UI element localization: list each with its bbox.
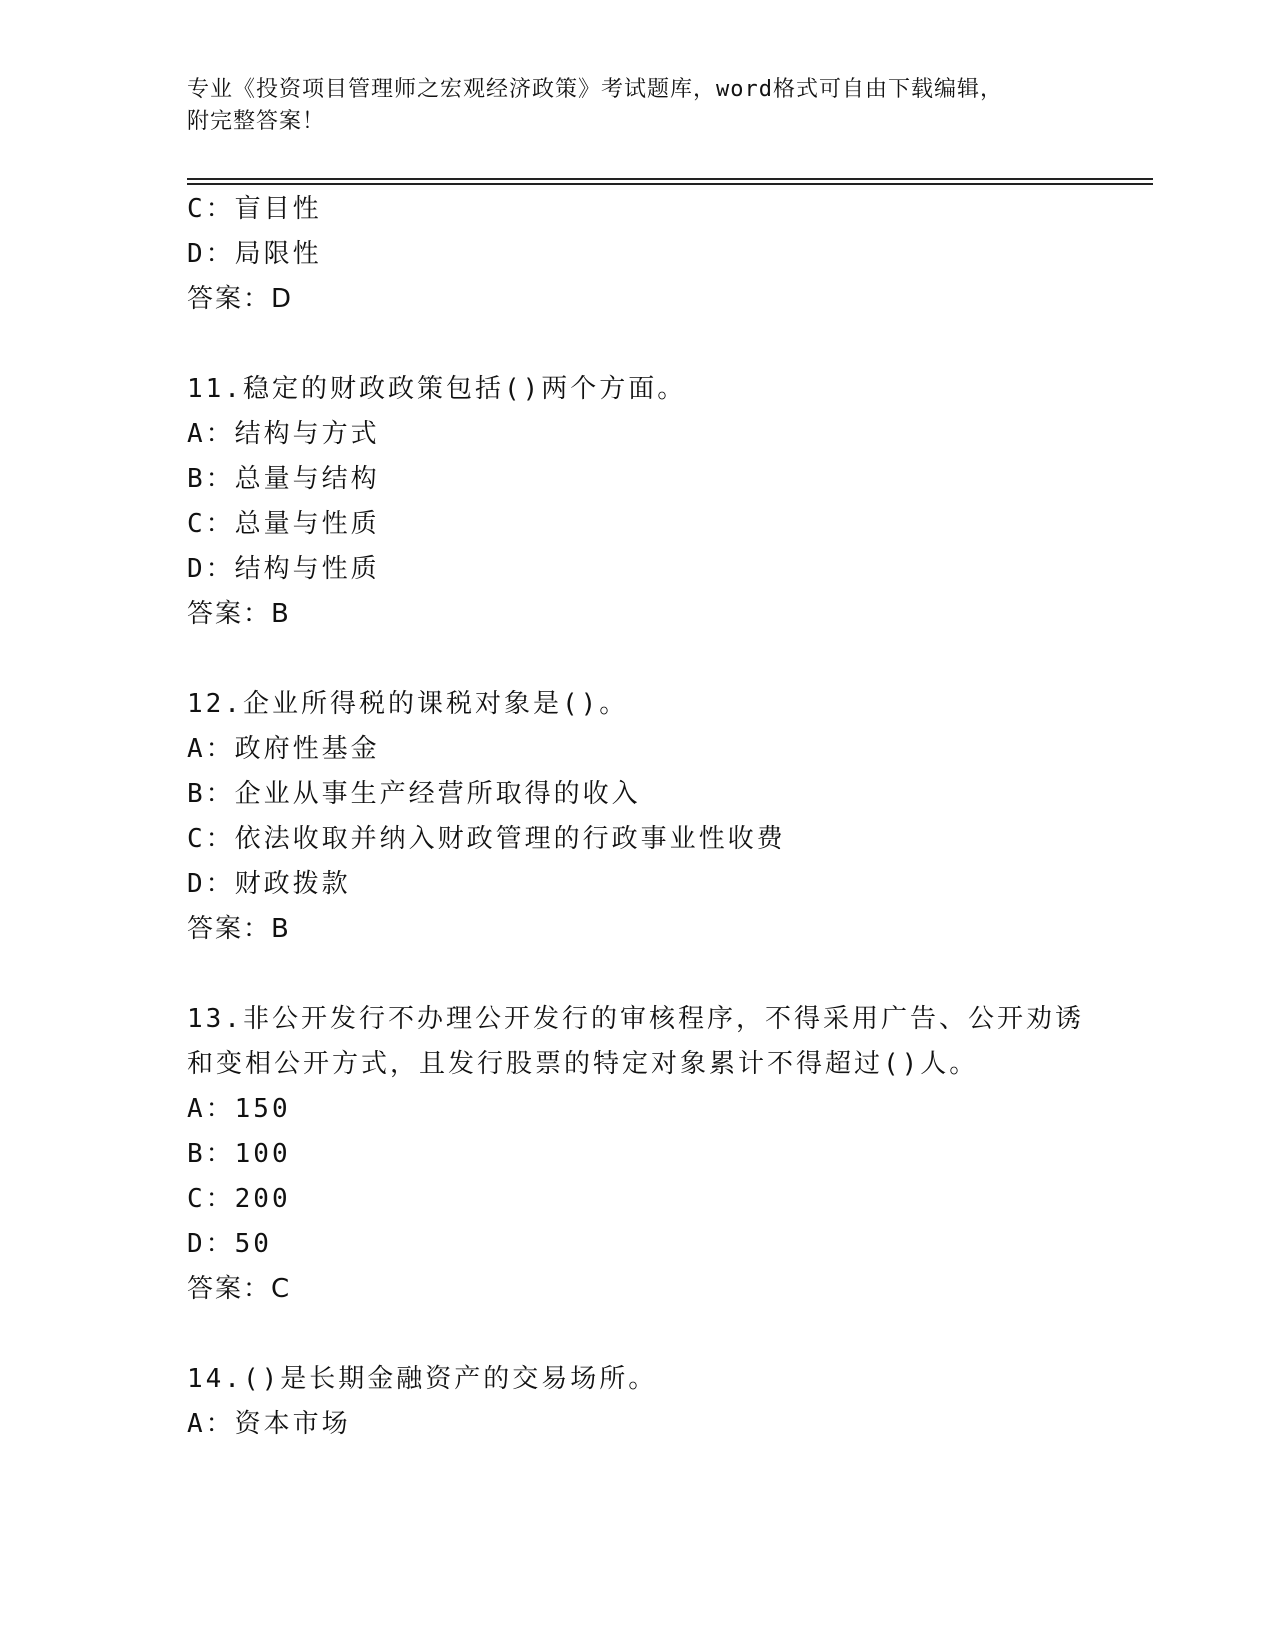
header-line-2: 附完整答案！ (187, 109, 326, 134)
prev-option-d: D：局限性 (187, 239, 322, 269)
header-divider-top (187, 178, 1153, 180)
prev-answer: 答案：D (187, 284, 294, 314)
q13-stem-line-2: 和变相公开方式，且发行股票的特定对象累计不得超过()人。 (187, 1049, 979, 1079)
q14-stem: 14.()是长期金融资产的交易场所。 (187, 1364, 658, 1394)
q12-stem: 12.企业所得税的课税对象是()。 (187, 689, 629, 719)
q11-option-d: D：结构与性质 (187, 554, 380, 584)
q14-option-a: A：资本市场 (187, 1409, 351, 1439)
q12-option-c: C：依法收取并纳入财政管理的行政事业性收费 (187, 824, 786, 854)
q11-stem: 11.稳定的财政政策包括()两个方面。 (187, 374, 687, 404)
q13-answer: 答案：C (187, 1274, 292, 1304)
header-line-1: 专业《投资项目管理师之宏观经济政策》考试题库，word格式可自由下载编辑， (187, 77, 1003, 102)
q12-answer: 答案：B (187, 914, 291, 944)
q13-option-b: B：100 (187, 1139, 291, 1169)
q11-answer: 答案：B (187, 599, 291, 629)
q12-option-b: B：企业从事生产经营所取得的收入 (187, 779, 641, 809)
q13-option-a: A：150 (187, 1094, 291, 1124)
document-header (187, 74, 1087, 138)
q11-option-c: C：总量与性质 (187, 509, 380, 539)
q13-stem-line-1: 13.非公开发行不办理公开发行的审核程序，不得采用广告、公开劝诱 (187, 1004, 1084, 1034)
q11-option-b: B：总量与结构 (187, 464, 380, 494)
q13-option-c: C：200 (187, 1184, 291, 1214)
q13-option-d: D：50 (187, 1229, 272, 1259)
q12-option-a: A：政府性基金 (187, 734, 380, 764)
q11-option-a: A：结构与方式 (187, 419, 380, 449)
header-divider-bottom (187, 183, 1153, 185)
q12-option-d: D：财政拨款 (187, 869, 351, 899)
prev-option-c: C：盲目性 (187, 194, 322, 224)
